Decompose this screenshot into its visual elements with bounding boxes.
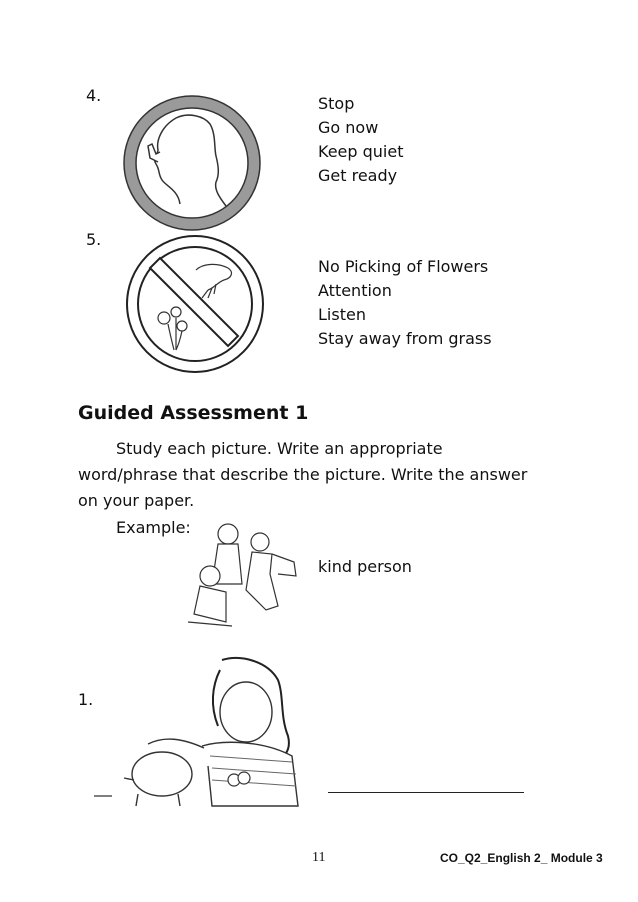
- item-4-option: Go now: [318, 118, 379, 137]
- section-heading: Guided Assessment 1: [78, 402, 309, 424]
- example-answer: kind person: [318, 557, 412, 576]
- no-picking-flowers-sign-icon: [124, 234, 266, 374]
- item-5-number: 5.: [86, 230, 102, 249]
- item-4-number: 4.: [86, 86, 102, 105]
- item-5-option: Listen: [318, 305, 366, 324]
- question-1-number: 1.: [78, 690, 94, 709]
- item-4-option: Stop: [318, 94, 355, 113]
- girl-piggy-bank-illustration: [92, 656, 304, 808]
- item-5-option: No Picking of Flowers: [318, 257, 489, 276]
- item-5-option: Stay away from grass: [318, 329, 492, 348]
- module-code: CO_Q2_English 2_ Module 3: [440, 851, 603, 865]
- item-4-option: Get ready: [318, 166, 398, 185]
- answer-line: [328, 792, 524, 793]
- item-4-option: Keep quiet: [318, 142, 404, 161]
- instructions: Study each picture. Write an appropriate word/phrase that describe the picture. Write the answer on your paper.: [78, 439, 528, 510]
- item-5-option: Attention: [318, 281, 392, 300]
- kind-children-illustration: [186, 514, 302, 630]
- page-number: 11: [312, 850, 326, 865]
- quiet-sign-icon: [122, 94, 262, 232]
- example-label: Example:: [116, 518, 191, 537]
